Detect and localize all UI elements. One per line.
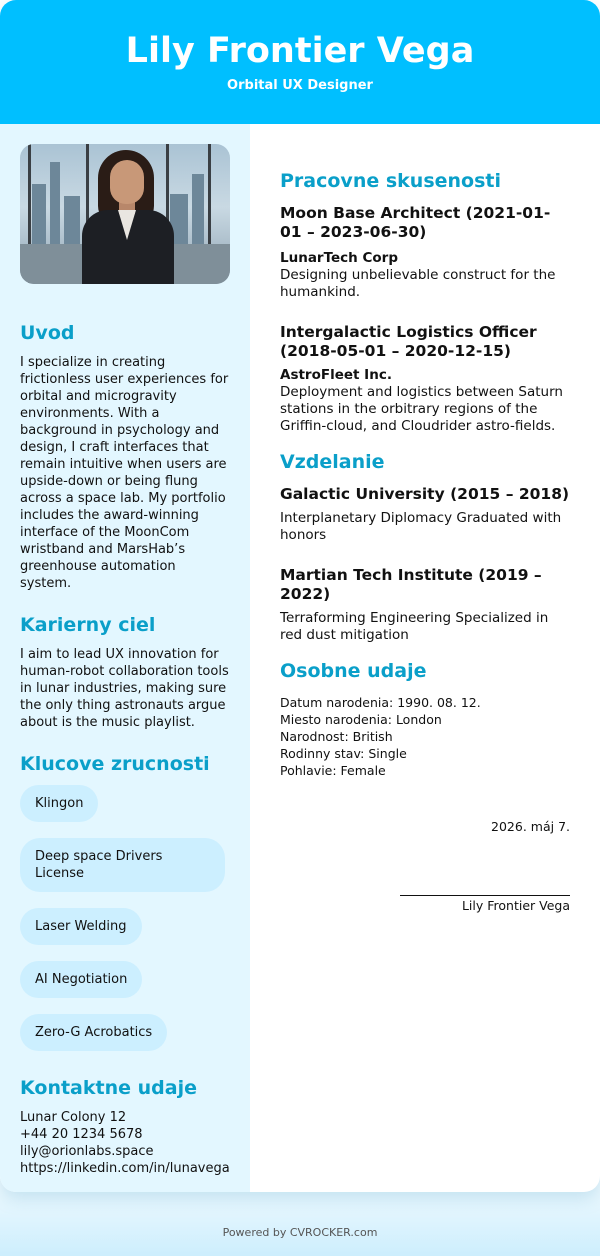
candidate-title: Orbital UX Designer bbox=[227, 78, 373, 93]
intro-text: I specialize in creating frictionless user experiences for orbital and microgravity environments. With a background in psychology and design, I craft interfaces that remain intuitive when users are upside-down or being flung across a space lab. My portfolio includes the award-winning interface of the MoonCom wristband and MarsHab’s greenhouse automation system. bbox=[20, 355, 229, 591]
signature-line bbox=[400, 895, 570, 896]
candidate-name: Lily Frontier Vega bbox=[125, 31, 475, 71]
skills-heading: Klucove zrucnosti bbox=[20, 753, 210, 775]
education-description: Interplanetary Diplomacy Graduated with honors bbox=[280, 510, 562, 543]
contact-phone: +44 20 1234 5678 bbox=[20, 1127, 143, 1142]
profile-photo bbox=[20, 144, 230, 284]
sidebar bbox=[0, 124, 250, 1192]
gender: Pohlavie: Female bbox=[280, 763, 386, 778]
signature-name: Lily Frontier Vega bbox=[461, 898, 570, 913]
marital-status: Rodinny stav: Single bbox=[280, 746, 407, 761]
job-title: Intergalactic Logistics Officer (2018-05-01 – 2020-12-15) bbox=[280, 323, 537, 360]
contact-heading: Kontaktne udaje bbox=[20, 1077, 197, 1099]
skill-tag: AI Negotiation bbox=[20, 961, 142, 998]
birth-place: Miesto narodenia: London bbox=[280, 712, 442, 727]
skill-tag: Zero-G Acrobatics bbox=[20, 1014, 167, 1051]
education-title: Martian Tech Institute (2019 – 2022) bbox=[280, 566, 542, 603]
experience-item bbox=[280, 323, 570, 435]
education-title: Galactic University (2015 – 2018) bbox=[280, 485, 570, 503]
job-company: LunarTech Corp bbox=[280, 250, 398, 266]
skill-tag: Deep space Drivers License bbox=[20, 838, 225, 892]
experience-heading: Pracovne skusenosti bbox=[280, 170, 501, 192]
education-item bbox=[280, 566, 570, 644]
contact-email: lily@orionlabs.space bbox=[20, 1144, 154, 1159]
job-title: Moon Base Architect (2021-01-01 – 2023-06-30) bbox=[280, 204, 551, 241]
skills-list bbox=[20, 785, 230, 1067]
career-goal-text: I aim to lead UX innovation for human-robot collaboration tools in lunar industries, making sure the only thing astronauts argue about is the music playlist. bbox=[20, 647, 229, 730]
job-description: Deployment and logistics between Saturn stations in the orbitrary regions of the Griffin-cloud, and Cloudrider astro-fields. bbox=[280, 384, 563, 434]
personal-heading: Osobne udaje bbox=[280, 660, 427, 682]
skill-tag: Laser Welding bbox=[20, 908, 142, 945]
birth-date: Datum narodenia: 1990. 08. 12. bbox=[280, 695, 481, 710]
contact-linkedin: https://linkedin.com/in/lunavega bbox=[20, 1161, 230, 1176]
experience-item bbox=[280, 204, 570, 301]
skill-tag: Klingon bbox=[20, 785, 98, 822]
intro-heading: Uvod bbox=[20, 322, 75, 344]
footer-credit: Powered by CVROCKER.com bbox=[222, 1226, 378, 1239]
job-company: AstroFleet Inc. bbox=[280, 367, 392, 383]
personal-details bbox=[280, 694, 570, 779]
document-date: 2026. máj 7. bbox=[491, 819, 570, 834]
career-goal-heading: Karierny ciel bbox=[20, 614, 156, 636]
education-heading: Vzdelanie bbox=[280, 451, 385, 473]
resume-header bbox=[0, 0, 600, 124]
nationality: Narodnost: British bbox=[280, 729, 393, 744]
main-content bbox=[250, 124, 600, 913]
contact-address: Lunar Colony 12 bbox=[20, 1110, 127, 1125]
education-description: Terraforming Engineering Specialized in red dust mitigation bbox=[280, 610, 549, 643]
job-description: Designing unbelievable construct for the humankind. bbox=[280, 267, 556, 300]
education-item bbox=[280, 485, 570, 544]
contact-info bbox=[20, 1109, 230, 1177]
